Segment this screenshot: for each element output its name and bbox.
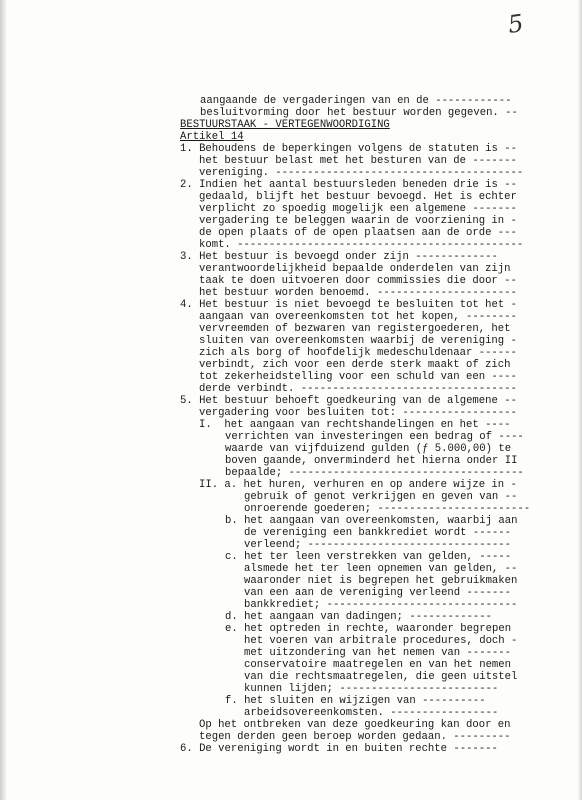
text-line: onroerende goederen; ------------------------ [244, 503, 531, 515]
text-line: kunnen lijden; ------------------------- [244, 683, 499, 695]
text-line: verbindt, zich voor een derde sterk maakt of zich [199, 359, 511, 371]
text-line: 4. Het bestuur is niet bevoegd te besluiten tot het - [180, 299, 517, 311]
text-line: 1. Behoudens de beperkingen volgens de statuten is -- [180, 143, 517, 155]
text-line: d. het aangaan van dadingen; ------------- [225, 611, 493, 623]
text-line: bankkrediet; ------------------------------ [244, 599, 518, 611]
handwritten-page-number: 5 [506, 9, 526, 39]
text-line: conservatoire maatregelen en van het nemen [244, 659, 512, 671]
text-line: aangaande de vergaderingen van en de ------------ [200, 95, 512, 107]
text-line: derde verbindt. ---------------------------------- [199, 383, 517, 395]
text-line: waarde van vijfduizend gulden (ƒ 5.000,00) te [225, 443, 512, 455]
text-line: verplicht zo spoedig mogelijk een algemene ------- [199, 203, 517, 215]
text-line: het voeren van arbitrale procedures, doch - [244, 635, 518, 647]
text-line: de open plaats of de open plaatsen aan de orde --- [199, 227, 517, 239]
text-line: de vereniging een bankkrediet wordt ------ [244, 527, 512, 539]
section-heading: BESTUURSTAAK - VERTEGENWOORDIGING [180, 119, 390, 131]
text-line: het bestuur belast met het besturen van de ------- [199, 155, 517, 167]
text-line: alsmede het ter leen opnemen van gelden, -- [244, 563, 518, 575]
text-line: bepaalde; ------------------------------------- [225, 467, 524, 479]
text-line: met uitzondering van het nemen van ------- [244, 647, 512, 659]
text-line: arbeidsovereenkomsten. ----------------- [244, 707, 499, 719]
text-line: aangaan van overeenkomsten tot het kopen, -------- [199, 311, 517, 323]
text-line: verrichten van investeringen een bedrag of ---- [225, 431, 524, 443]
scan-edge-left [0, 0, 6, 800]
scan-edge-right [578, 0, 582, 800]
text-line: vergadering voor besluiten tot: ------------------ [199, 407, 517, 419]
text-line: besluitvorming door het bestuur worden gegeven. -- [200, 107, 518, 119]
text-line: 5. Het bestuur behoeft goedkeuring van de algemene -- [180, 395, 517, 407]
text-line: vervreemden of bezwaren van registergoederen, het [199, 323, 511, 335]
text-line: vereniging. --------------------------------------- [199, 167, 524, 179]
text-line: f. het sluiten en wijzigen van ---------- [225, 695, 486, 707]
text-line: verantwoordelijkheid bepaalde onderdelen van zijn [199, 263, 511, 275]
text-line: tot zekerheidstelling voor een schuld van een ---- [199, 371, 517, 383]
text-line: komt. --------------------------------------------- [199, 239, 524, 251]
text-line: Op het ontbreken van deze goedkeuring kan door en [199, 719, 511, 731]
text-line: 6. De vereniging wordt in en buiten rechte ------- [180, 743, 498, 755]
text-line: tegen derden geen beroep worden gedaan. --------- [199, 731, 511, 743]
text-line: vergadering te beleggen waarin de voorziening in - [199, 215, 517, 227]
text-line: I. het aangaan van rechtshandelingen en het ---- [199, 419, 511, 431]
text-line: verleend; -------------------------------- [244, 539, 512, 551]
article-heading: Artikel 14 [180, 131, 244, 143]
text-line: e. het optreden in rechte, waaronder begrepen [225, 623, 512, 635]
text-line: b. het aangaan van overeenkomsten, waarbij aan [225, 515, 518, 527]
text-line: van een aan de vereniging verleend ------- [244, 587, 512, 599]
text-line: boven gaande, onverminderd het hierna onder II [225, 455, 518, 467]
text-line: sluiten van overeenkomsten waarbij de vereniging - [199, 335, 517, 347]
text-line: gedaald, blijft het bestuur bevoegd. Het is echter [199, 191, 517, 203]
text-line: II. a. het huren, verhuren en op andere wijze in - [199, 479, 517, 491]
text-line: zich als borg of hoofdelijk medeschuldenaar ------ [199, 347, 517, 359]
text-line: 2. Indien het aantal bestuursleden beneden drie is -- [180, 179, 517, 191]
text-line: c. het ter leen verstrekken van gelden, ----- [225, 551, 512, 563]
text-line: waaronder niet is begrepen het gebruikmaken [244, 575, 518, 587]
text-line: 3. Het bestuur is bevoegd onder zijn ------------- [180, 251, 498, 263]
text-line: gebruik of genot verkrijgen en geven van -- [244, 491, 518, 503]
text-line: taak te doen uitvoeren door commissies die door -- [199, 275, 517, 287]
text-line: het bestuur worden benoemd. ---------------------- [199, 287, 517, 299]
text-line: van die rechtsmaatregelen, die geen uitstel [244, 671, 518, 683]
